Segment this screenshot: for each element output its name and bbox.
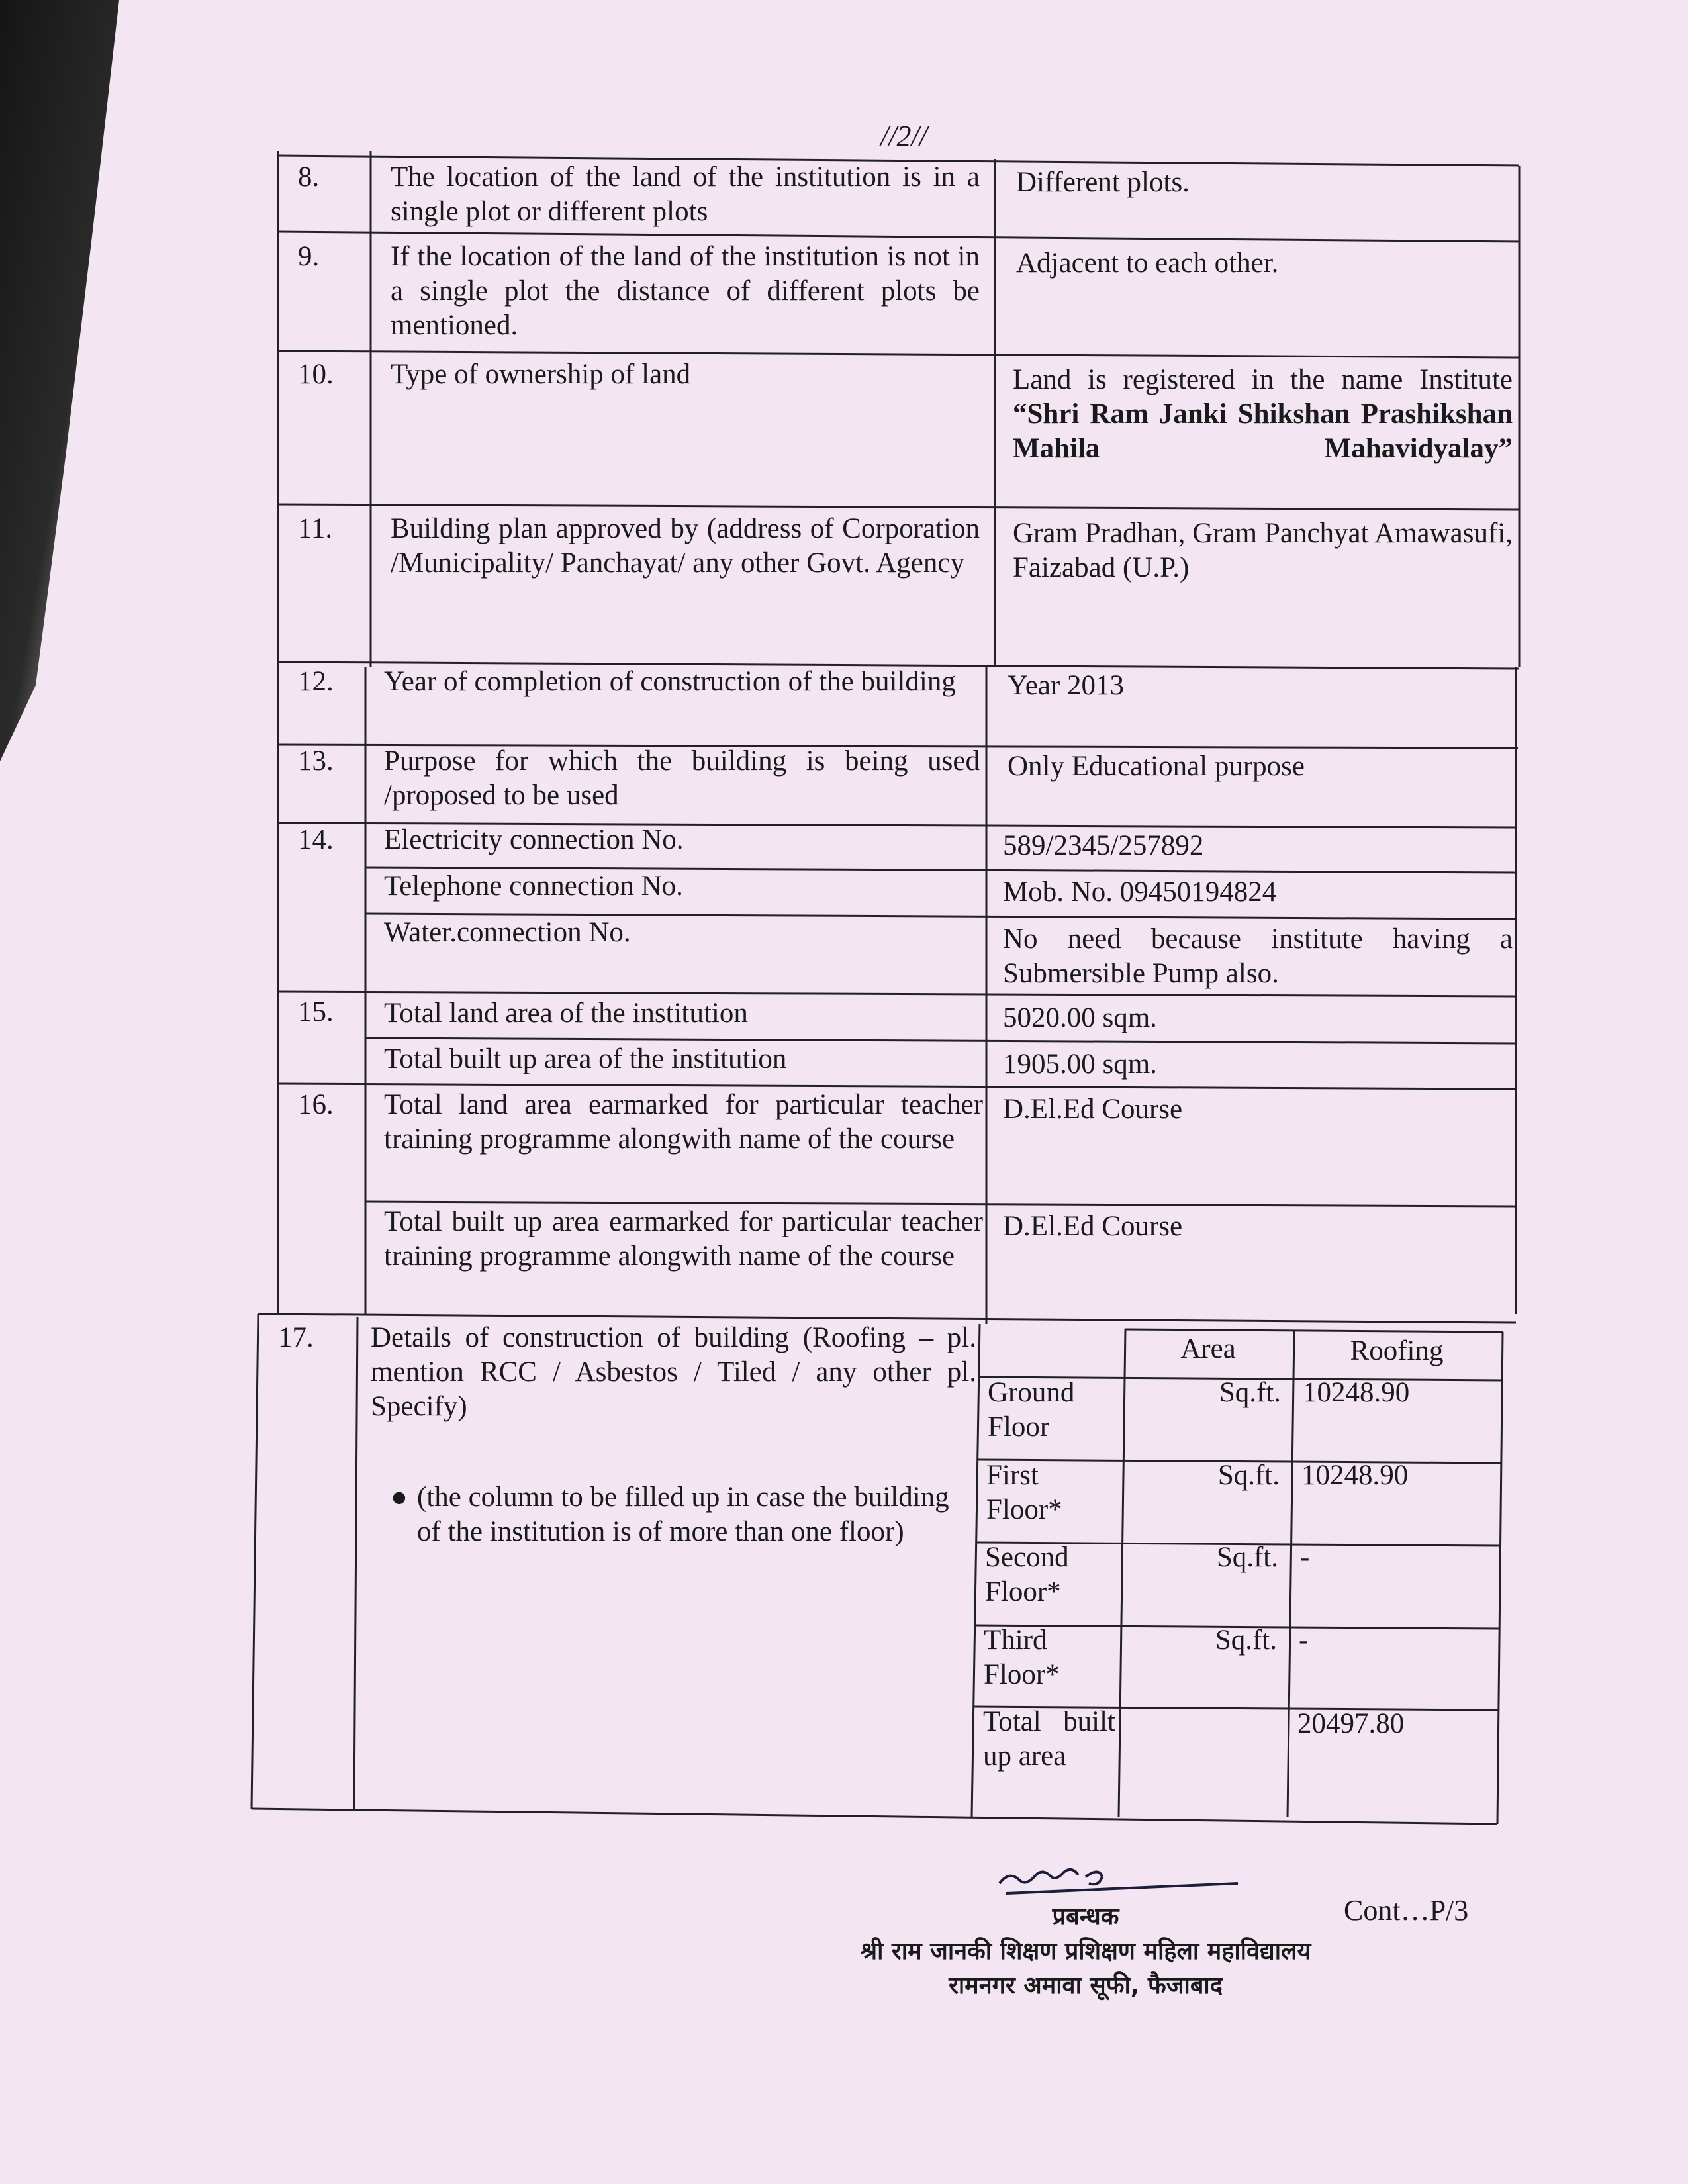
row-15-value: 5020.00 sqm. xyxy=(1003,1002,1157,1033)
row-8-item: The location of the land of the institution is in a single plot or different plots xyxy=(391,162,980,228)
floor-ground-area: Sq.ft. xyxy=(1219,1377,1281,1408)
row-15-built-value: 1905.00 sqm. xyxy=(1003,1049,1157,1080)
signatory-institution: श्री राम जानकी शिक्षण प्रशिक्षण महिला महाविद्यालय xyxy=(860,1938,1311,1966)
row-9-number: 9. xyxy=(298,241,320,272)
row-12-value: Year 2013 xyxy=(1008,670,1124,701)
floor-second-roofing: - xyxy=(1300,1542,1310,1573)
floor-total-label: Total built up area xyxy=(983,1706,1115,1772)
row-8-number: 8. xyxy=(298,162,320,193)
row-16-value: D.El.Ed Course xyxy=(1003,1094,1183,1125)
floor-header-area: Area xyxy=(1180,1333,1236,1364)
row-14-telephone-item: Telephone connection No. xyxy=(384,871,683,902)
row-17-number: 17. xyxy=(278,1322,314,1353)
row-10-item: Type of ownership of land xyxy=(391,359,691,390)
row-10-value xyxy=(996,363,1526,466)
floor-ground-roofing: 10248.90 xyxy=(1303,1377,1410,1408)
row-17-note xyxy=(391,1480,966,1549)
row-17-note-text: (the column to be filled up in case the building of the institution is of more than one floor) xyxy=(417,1482,949,1548)
floor-first-label: First Floor* xyxy=(986,1460,1062,1526)
row-15-number: 15. xyxy=(298,996,334,1027)
row-13-item: Purpose for which the building is being used /proposed to be used xyxy=(384,745,980,812)
floor-ground-label: Ground Floor xyxy=(988,1377,1075,1443)
row-11-item: Building plan approved by (address of Corporation /Municipality/ Panchayat/ any other Govt. Agency xyxy=(391,513,980,579)
floor-first-area: Sq.ft. xyxy=(1217,1460,1280,1491)
row-16-built-value: D.El.Ed Course xyxy=(1003,1211,1183,1242)
row-9-value: Adjacent to each other. xyxy=(1016,248,1279,279)
floor-first-roofing: 10248.90 xyxy=(1301,1460,1409,1491)
row-14-water-value: No need because institute having a Submersible Pump also. xyxy=(1003,924,1513,990)
continued-note: Cont…P/3 xyxy=(1344,1894,1469,1926)
row-10-value-plain: Land is registered in the name Institute xyxy=(1013,364,1513,395)
page-number: //2// xyxy=(880,120,927,152)
row-16-item: Total land area earmarked for particular teacher training programme alongwith name of the course xyxy=(384,1089,983,1155)
signatory-address: रामनगर अमावा सूफी, फैजाबाद xyxy=(949,1972,1223,2000)
row-17-item: Details of construction of building (Roofing – pl. mention RCC / Asbestos / Tiled / any other pl. Specify) xyxy=(371,1322,976,1423)
row-10-number: 10. xyxy=(298,359,334,390)
floor-third-label: Third Floor* xyxy=(984,1625,1060,1691)
bullet-icon: ● xyxy=(391,1482,408,1513)
floor-total-roofing: 20497.80 xyxy=(1297,1708,1405,1739)
row-14-number: 14. xyxy=(298,824,334,855)
signature-block xyxy=(821,1854,1350,2004)
row-14-telephone-value: Mob. No. 09450194824 xyxy=(1003,877,1277,908)
row-12-item: Year of completion of construction of the building xyxy=(384,666,956,697)
floor-header-roofing: Roofing xyxy=(1350,1335,1444,1366)
row-13-number: 13. xyxy=(298,745,334,777)
row-11-number: 11. xyxy=(298,513,333,544)
signatory-designation: प्रबन्धक xyxy=(1052,1903,1119,1930)
floor-second-area: Sq.ft. xyxy=(1216,1542,1278,1573)
floor-third-area: Sq.ft. xyxy=(1215,1625,1277,1656)
row-14-water-item: Water.connection No. xyxy=(384,917,631,948)
row-10-value-institution: “Shri Ram Janki Shikshan Prashikshan Mahila Mahavidyalay” xyxy=(1013,399,1513,465)
row-14-value: 589/2345/257892 xyxy=(1003,830,1204,861)
row-9-item: If the location of the land of the institution is not in a single plot the distance of different plots be mentioned. xyxy=(391,241,980,342)
row-14-item: Electricity connection No. xyxy=(384,824,684,855)
row-16-built-item: Total built up area earmarked for particular teacher training programme alongwith name of the course xyxy=(384,1206,983,1272)
row-12-number: 12. xyxy=(298,666,334,697)
floor-third-roofing: - xyxy=(1299,1625,1309,1656)
row-16-number: 16. xyxy=(298,1089,334,1120)
row-11-value: Gram Pradhan, Gram Panchyat Amawasufi, Faizabad (U.P.) xyxy=(1013,518,1513,584)
row-15-item: Total land area of the institution xyxy=(384,998,748,1029)
row-13-value: Only Educational purpose xyxy=(1008,751,1305,782)
row-15-built-item: Total built up area of the institution xyxy=(384,1043,787,1074)
floor-second-label: Second Floor* xyxy=(985,1542,1069,1608)
row-8-value: Different plots. xyxy=(1016,167,1190,198)
